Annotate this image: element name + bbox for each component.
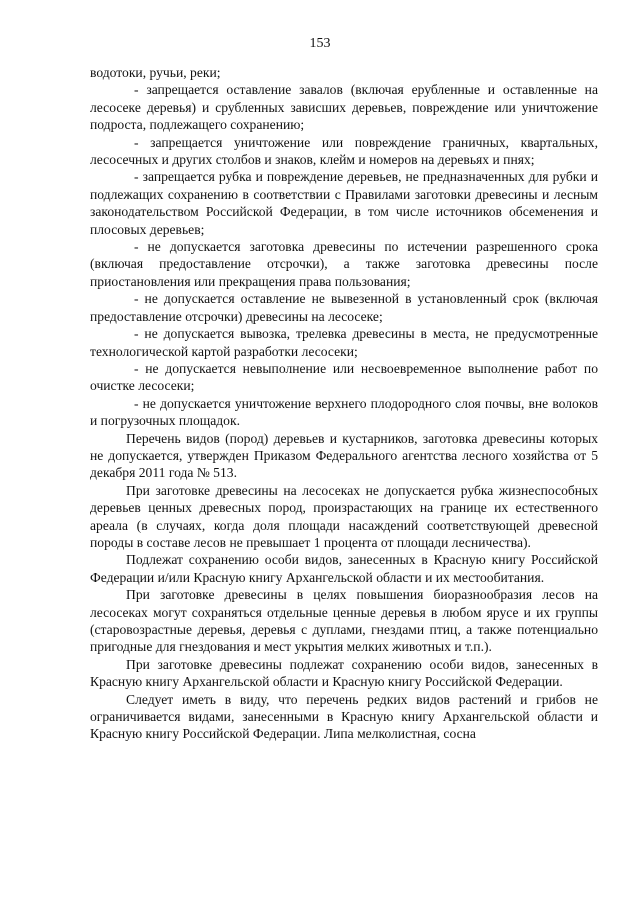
paragraph: Перечень видов (пород) деревьев и кустарников, заготовка древесины которых не допускается, утвержден Приказом Федерального агентства лесного хозяйства от 5 декабря 2011 года № 513.	[90, 430, 598, 481]
list-item: - запрещается оставление завалов (включая ерубленные и оставленные на лесосеке деревья) и срубленных зависших деревьев, повреждение или уничтожение подроста, подлежащего сохранению;	[90, 82, 598, 133]
list-item: - не допускается оставление не вывезенной в установленный срок (включая предоставление отсрочки) древесины на лесосеке;	[90, 291, 598, 324]
list-item: - не допускается уничтожение верхнего плодородного слоя почвы, вне волоков и погрузочных площадок.	[90, 395, 598, 429]
paragraph: При заготовке древесины на лесосеках не допускается рубка жизнеспособных деревьев ценных древесных пород, произрастающих на границе их естественного ареала (в случаях, когда доля площади насаждений соответствующей древесной породы в составе лесов не превышает 1 процента от площади лесничества).	[90, 482, 598, 550]
page-number: 153	[309, 36, 331, 51]
paragraph: Подлежат сохранению особи видов, занесенных в Красную книгу Российской Федерации и/или Красную книгу Архангельской области и их местообитания.	[90, 552, 598, 585]
list-item: - не допускается заготовка древесины по истечении разрешенного срока (включая предоставление отсрочки), а также заготовка древесины после приостановления или прекращения права пользования;	[90, 239, 598, 289]
paragraph: При заготовке древесины в целях повышения биоразнообразия лесов на лесосеках могут сохраняться отдельные ценные деревья в любом ярусе и их группы (старовозрастные деревья, деревья с дуплами, гнездами птиц, а также потенциально пригодные для гнездования и мест укрытия мелких животных и т.п.).	[90, 587, 598, 655]
list-item: - не допускается вывозка, трелевка древесины в места, не предусмотренные технологической картой разработки лесосеки;	[90, 326, 598, 359]
paragraph-continuation: водотоки, ручьи, реки;	[90, 65, 221, 80]
paragraph: При заготовке древесины подлежат сохранению особи видов, занесенных в Красную книгу Архангельской области и Красную книгу Российской Федерации.	[90, 656, 598, 690]
list-item: - запрещается рубка и повреждение деревьев, не предназначенных для рубки и подлежащих сохранению в соответствии с Правилами заготовки древесины и лесным законодательством Российской Федерации, в том числе источников обсеменения и плосовых деревьев;	[90, 169, 598, 237]
paragraph: Следует иметь в виду, что перечень редких видов растений и грибов не ограничивается видами, занесенными в Красную книгу Архангельской области и Красную книгу Российской Федерации. Липа мелколистная, сосна	[90, 691, 598, 742]
list-item: - не допускается невыполнение или несвоевременное выполнение работ по очистке лесосеки;	[90, 360, 598, 394]
document-body	[90, 64, 598, 743]
list-item: - запрещается уничтожение или повреждение граничных, квартальных, лесосечных и других столбов и знаков, клейм и номеров на деревьях и пнях;	[90, 134, 598, 168]
